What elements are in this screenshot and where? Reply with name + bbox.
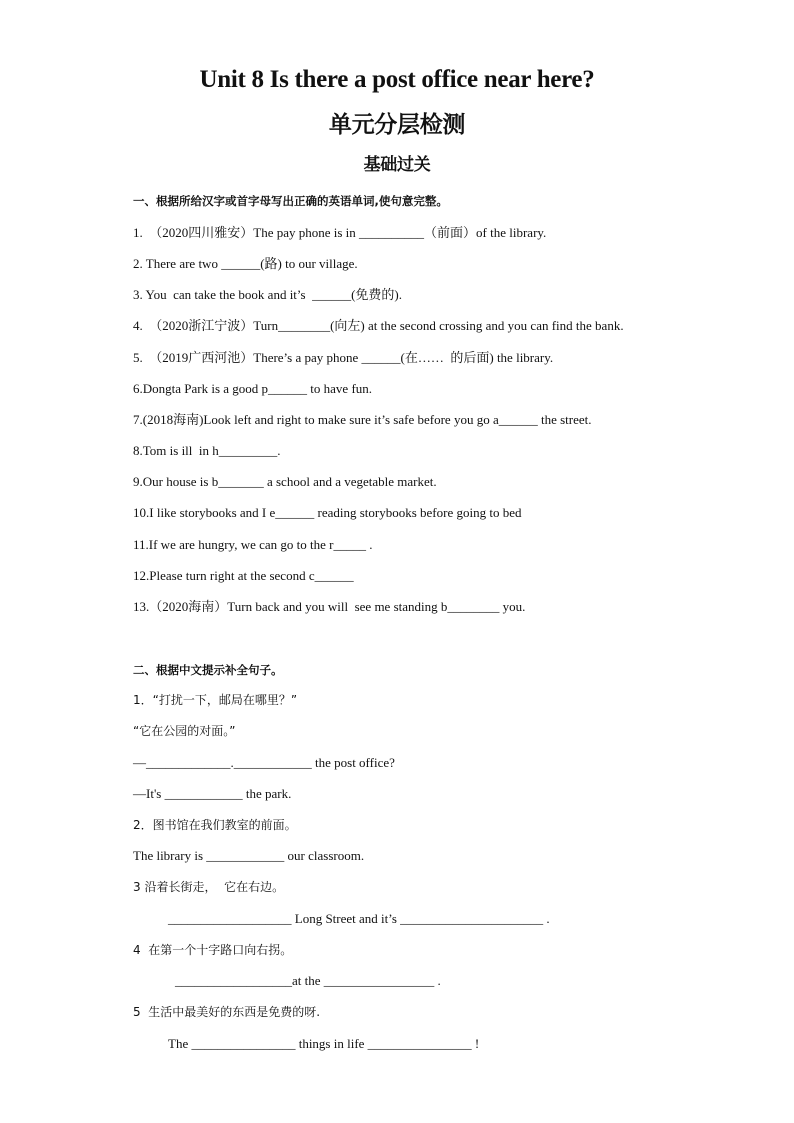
prompt-1-en-answer: —It's ____________ the park. [133,786,292,801]
exercise-item-11: 11.If we are hungry, we can go to the r_____ . [133,537,373,552]
exercise-item-8: 8.Tom is ill in h_________. [133,443,281,458]
section-2-heading: 二、根据中文提示补全句子。 [133,663,283,677]
prompt-2-en: The library is ____________ our classroom. [133,848,365,863]
prompt-3-cn: 3 沿着长街走， 它在右边。 [133,880,285,894]
exercise-item-9: 9.Our house is b_______ a school and a vegetable market. [133,474,437,489]
page-subtitle: 单元分层检测 [328,112,466,137]
exercise-item-7: 7.(2018海南)Look left and right to make sure it’s safe before you go a______ the street. [133,412,592,427]
exercise-item-12: 12.Please turn right at the second c______ [133,568,354,583]
exercise-item-10: 10.I like storybooks and I e______ reading storybooks before going to bed [133,505,522,520]
prompt-5-en: The ________________ things in life ________________ ! [168,1036,480,1051]
prompt-1-en-question: —_____________.____________ the post office? [133,755,395,770]
exercise-item-6: 6.Dongta Park is a good p______ to have fun. [133,381,373,396]
exercise-item-2: 2. There are two ______(路) to our village. [133,256,358,271]
exercise-item-13: 13.（2020海南）Turn back and you will see me standing b________ you. [133,599,526,614]
prompt-1-cn-answer: “它在公园的对面。” [133,724,236,738]
level-heading: 基础过关 [363,155,431,174]
exercise-item-1: 1. （2020四川雅安）The pay phone is in __________（前面）of the library. [133,225,547,240]
exercise-item-3: 3. You can take the book and it’s ______(免费的). [133,287,403,302]
prompt-1-cn-question: 1．“打扰一下，邮局在哪里？” [133,693,298,707]
exercise-item-5: 5. （2019广西河池）There’s a pay phone ______(在…… 的后面) the library. [133,350,554,365]
prompt-5-cn: 5 生活中最美好的东西是免费的呀. [133,1005,321,1019]
page-title: Unit 8 Is there a post office near here? [199,66,595,93]
exercise-item-4: 4. （2020浙江宁波）Turn________(向左) at the second crossing and you can find the bank. [133,318,624,333]
prompt-3-en: ___________________ Long Street and it’s ______________________ . [168,911,550,926]
prompt-4-cn: 4 在第一个十字路口向右拐。 [133,943,293,957]
prompt-4-en: __________________at the _________________ . [175,973,441,988]
prompt-2-cn: 2．图书馆在我们教室的前面。 [133,818,297,832]
section-1-heading: 一、根据所给汉字或首字母写出正确的英语单词,使句意完整。 [133,194,448,208]
